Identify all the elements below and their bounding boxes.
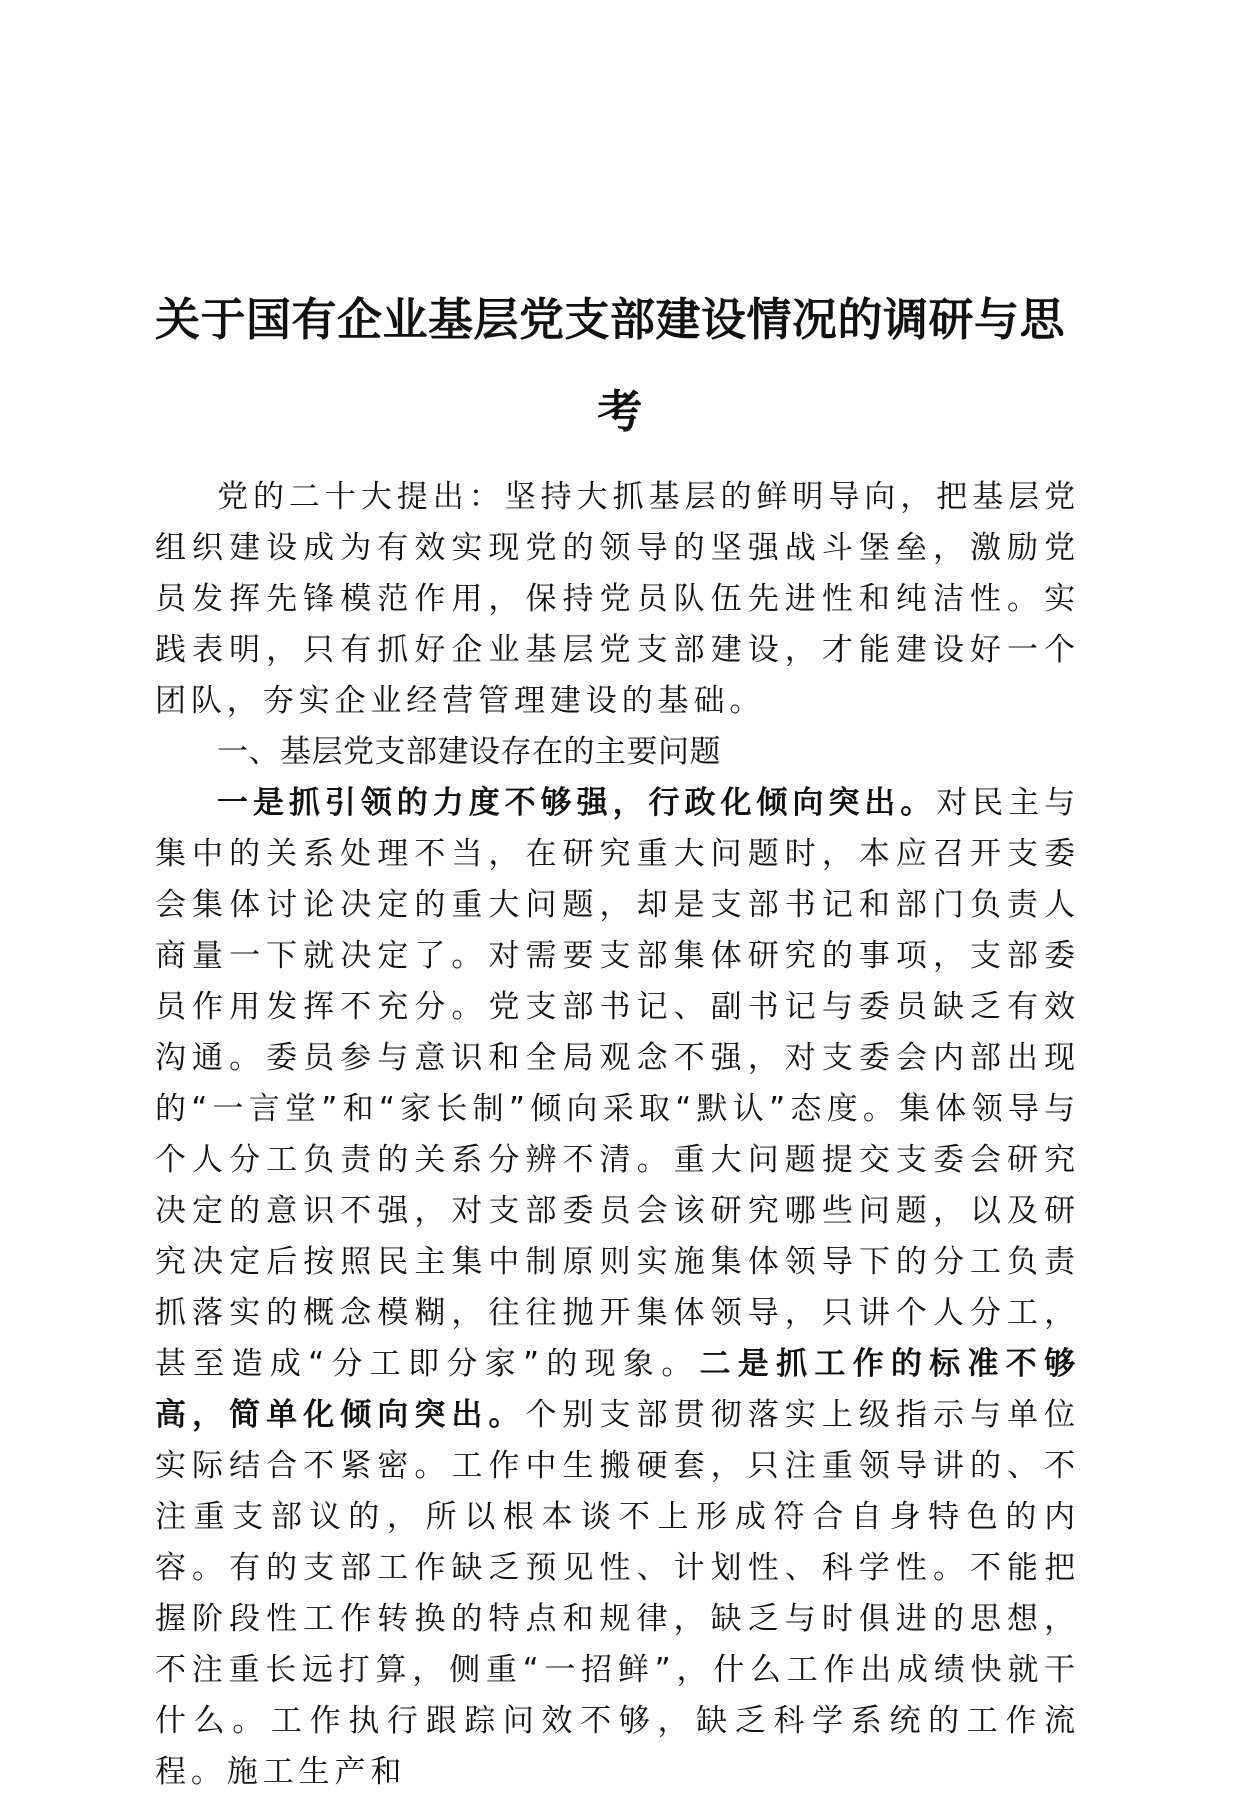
point-1-text: 对民主与集中的关系处理不当，在研究重大问题时，本应召开支委会集体讨论决定的重大问题，却是支部书记和部门负责人商量一下就决定了。对需要支部集体研究的事项，支部委员作用发挥不充分。党支部书记、副书记与委员缺乏有效沟通。委员参与意识和全局观念不强，对支委会内部出现的“一言堂”和“家长制”倾向采取“默认”态度。集体领导与个人分工负责的关系分辨不清。重大问题提交支委会研究决定的意识不强，对支部委员会该研究哪些问题，以及研究决定后按照民主集中制原则实施集体领导下的分工负责抓落实的概念模糊，往往抛开集体领导，只讲个人分工，甚至造成“分工即分家”的现象。 xyxy=(155,785,1080,1382)
point-2-text: 个别支部贯彻落实上级指示与单位实际结合不紧密。工作中生搬硬套，只注重领导讲的、不注重支部议的，所以根本谈不上形成符合自身特色的内容。有的支部工作缺乏预见性、计划性、科学性。不能把握阶段性工作转换的特点和规律，缺乏与时俱进的思想，不注重长远打算，侧重“一招鲜”，什么工作出成绩快就干什么。工作执行跟踪问效不够，缺乏科学系统的工作流程。施工生产和 xyxy=(155,1397,1081,1790)
title-line-2: 考 xyxy=(597,385,643,439)
title-line-1: 关于国有企业基层党支部建设情况的调研与思 xyxy=(155,293,1066,347)
point-1-lead: 一是抓引领的力度不够强，行政化倾向突出。 xyxy=(217,785,937,821)
point-2-lead: 二是抓工作的标准不够高，简单化倾向突出。 xyxy=(155,1346,1080,1433)
section-heading: 一、基层党支部建设存在的主要问题 xyxy=(217,734,721,770)
problems-paragraph xyxy=(155,778,1080,1798)
intro-paragraph: 党的二十大提出：坚持大抓基层的鲜明导向，把基层党组织建设成为有效实现党的领导的坚强战斗堡垒，激励党员发挥先锋模范作用，保持党员队伍先进性和纯洁性。实践表明，只有抓好企业基层党支部建设，才能建设好一个团队，夯实企业经营管理建设的基础。 xyxy=(155,479,1080,719)
document-body xyxy=(155,472,1080,1798)
document-title xyxy=(155,274,1085,458)
